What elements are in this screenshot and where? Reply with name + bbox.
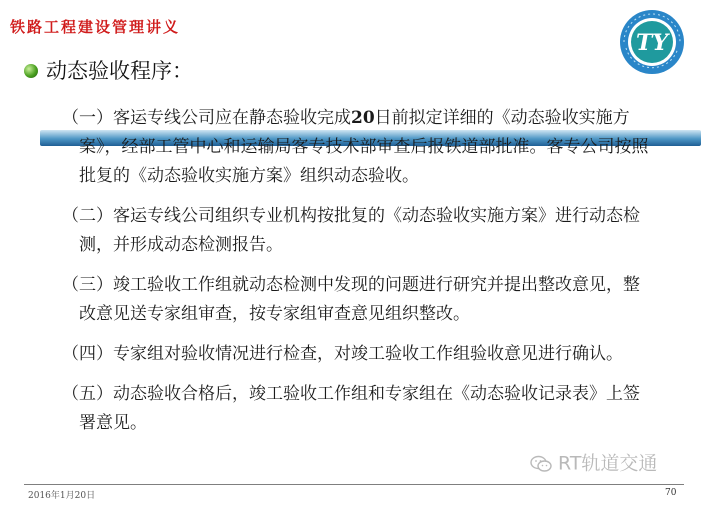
list-item-5: （五）动态验收合格后，竣工验收工作组和专家组在《动态验收记录表》上签署意见。	[62, 384, 640, 433]
footer-date: 2016年1月20日	[28, 491, 96, 501]
item-1-suffix: 日前拟定详细的《动态验收实施方案》，经部工管中心和运输局客专技术部审查后报铁道部批准。客专公司按照批复的《动态验收实施方案》组织动态验收。	[79, 108, 649, 186]
list-item-1	[62, 104, 652, 191]
svg-text:TY: TY	[635, 30, 669, 56]
wechat-icon	[530, 455, 552, 473]
footer-divider	[24, 484, 684, 485]
list-item-3: （三）竣工验收工作组就动态检测中发现的问题进行研究并提出整改意见，整改意见送专家组审查，按专家组审查意见组织整改。	[62, 275, 640, 324]
procedure-list	[62, 104, 652, 449]
green-bullet-icon	[24, 64, 38, 78]
item-1-prefix: （一）客运专线公司应在静态验收完成	[62, 108, 351, 128]
section-header	[18, 56, 683, 90]
list-item-4: （四）专家组对验收情况进行检查，对竣工验收工作组验收意见进行确认。	[62, 344, 623, 364]
page-number: 70	[665, 488, 677, 498]
section-heading: 动态验收程序：	[44, 56, 197, 86]
watermark-text: RT轨道交通	[558, 452, 658, 475]
watermark	[530, 451, 657, 475]
list-item-2: （二）客运专线公司组织专业机构按批复的《动态验收实施方案》进行动态检测，并形成动态检测报告。	[62, 206, 640, 255]
lecture-title: 铁路工程建设管理讲义	[10, 18, 181, 36]
item-1-days: 20	[351, 108, 375, 128]
